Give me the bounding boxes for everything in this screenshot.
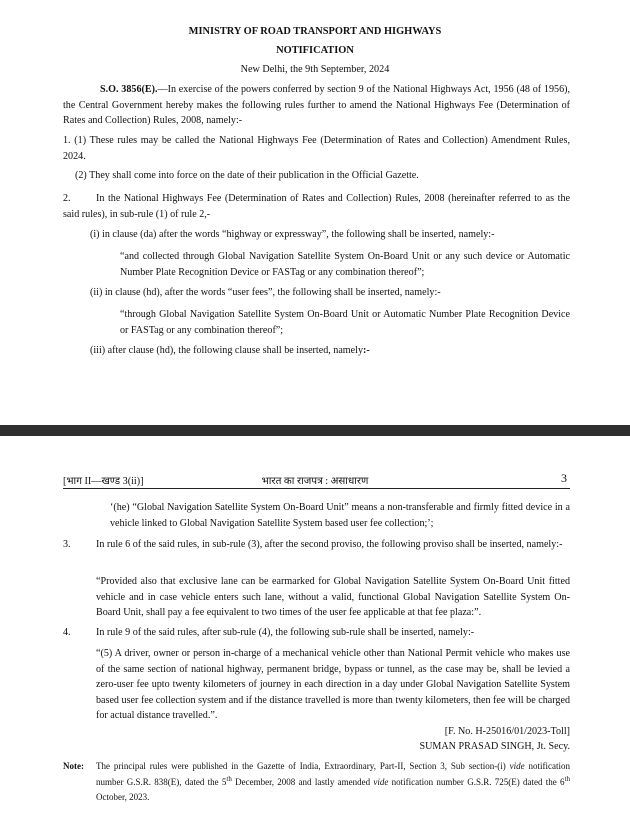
page-header-part: [भाग II—खण्ड 3(ii)] <box>63 476 144 487</box>
note-part-d: notification number G.S.R. 725(E) dated the 6 <box>391 776 565 787</box>
ministry-heading: MINISTRY OF ROAD TRANSPORT AND HIGHWAYS <box>188 26 442 37</box>
page-header-gazette: भारत का राजपत्र : असाधारण <box>261 476 369 487</box>
note-part-c: December, 2008 and lastly amended <box>235 776 371 787</box>
clause-iii-colon: :- <box>363 345 370 356</box>
page-number: 3 <box>561 471 567 485</box>
clause-iii-text: (iii) after clause (hd), the following clause shall be inserted, namely <box>90 345 363 356</box>
note-text <box>96 759 570 806</box>
rule1-2: (2) They shall come into force on the date of their publication in the Official Gazette. <box>75 170 419 181</box>
clause-iii <box>90 343 570 359</box>
rule3-proviso: “Provided also that exclusive lane can be earmarked for Global Navigation Satellite System On-Board Unit fitted vehicle and in case vehicle enters such lane, without a valid, functional Global Navigation Satellite System On-Board Unit, shall pay a fee equivalent to two times of the user fee applicable at that fee plaza:”. <box>96 576 570 619</box>
so-number: S.O. 3856(E). <box>100 84 158 95</box>
note-vide-1: vide <box>509 761 525 771</box>
rule4-subrule: “(5) A driver, owner or person in-charge of a mechanical vehicle other than National Permit vehicle who makes use of the same section of national highway, permanent bridge, bypass or tunnel, as the case may be, shall be levied a zero-user fee upto twenty kilometers of journey in each direction in a day under Global Navigation Satellite System based user fee collection system and if the distance travelled is more than twenty kilometers, then fee will be charged for actual distance travelled.”. <box>96 648 570 722</box>
rule3-text: In rule 6 of the said rules, in sub-rule (3), after the second proviso, the following proviso shall be inserted, namely:- <box>96 539 563 550</box>
page-separator <box>0 425 630 436</box>
page-gap <box>0 436 630 461</box>
signatory: SUMAN PRASAD SINGH, Jt. Secy. <box>419 741 570 752</box>
rule4-text: In rule 9 of the said rules, after sub-rule (4), the following sub-rule shall be inserted, namely:- <box>96 627 475 638</box>
rule2-text: In the National Highways Fee (Determination of Rates and Collection) Rules, 2008 (hereinafter referred to as the said rules), in sub-rule (1) of rule 2,- <box>63 193 570 220</box>
notification-heading: NOTIFICATION <box>276 45 354 56</box>
place-date: New Delhi, the 9th September, 2024 <box>240 64 390 75</box>
clause-ii: (ii) in clause (hd), after the words “user fees”, the following shall be inserted, namely:- <box>90 287 441 298</box>
note-part-a: The principal rules were published in the Gazette of India, Extraordinary, Part-II, Section 3, Sub section-(i) <box>96 761 506 771</box>
note-sup-1: th <box>226 774 232 783</box>
header-rule <box>63 488 570 489</box>
preamble-text: —In exercise of the powers conferred by section 9 of the National Highways Act, 1956 (48 of 1956), the Central Government hereby makes the following rules further to amend the National Highways Fee (Determination of Rates and Collection) Rules, 2008, namely:- <box>63 84 571 127</box>
note-label: Note: <box>63 761 84 771</box>
file-number: [F. No. H-25016/01/2023-Toll] <box>444 726 570 737</box>
clause-ii-insert: “through Global Navigation Satellite System On-Board Unit or Automatic Number Plate Recognition Device or FASTag or any combination thereof”; <box>120 309 570 336</box>
note-vide-2: vide <box>373 776 389 787</box>
note-part-e: October, 2023. <box>96 792 150 802</box>
rule2-number: 2. <box>63 193 71 204</box>
he-clause: ‘(he) “Global Navigation Satellite System On-Board Unit” means a non-transferable and firmly fitted device in a vehicle linked to Global Navigation Satellite System based user fee collection;’; <box>110 502 570 529</box>
rule4-number: 4. <box>63 627 71 638</box>
clause-i: (i) in clause (da) after the words “highway or expressway”, the following shall be inserted, namely:- <box>90 229 495 240</box>
rule3-number: 3. <box>63 539 71 550</box>
preamble-paragraph <box>63 82 570 129</box>
rule1-1: 1. (1) These rules may be called the National Highways Fee (Determination of Rates and Collection) Amendment Rules, 2024. <box>63 135 570 162</box>
clause-i-insert: “and collected through Global Navigation Satellite System On-Board Unit or any such device or Automatic Number Plate Recognition Device or FASTag or any combination thereof”; <box>120 251 570 278</box>
note-part-b: notification number G.S.R. 838(E), dated the 5 <box>96 761 571 787</box>
note-sup-2: th <box>564 774 571 783</box>
